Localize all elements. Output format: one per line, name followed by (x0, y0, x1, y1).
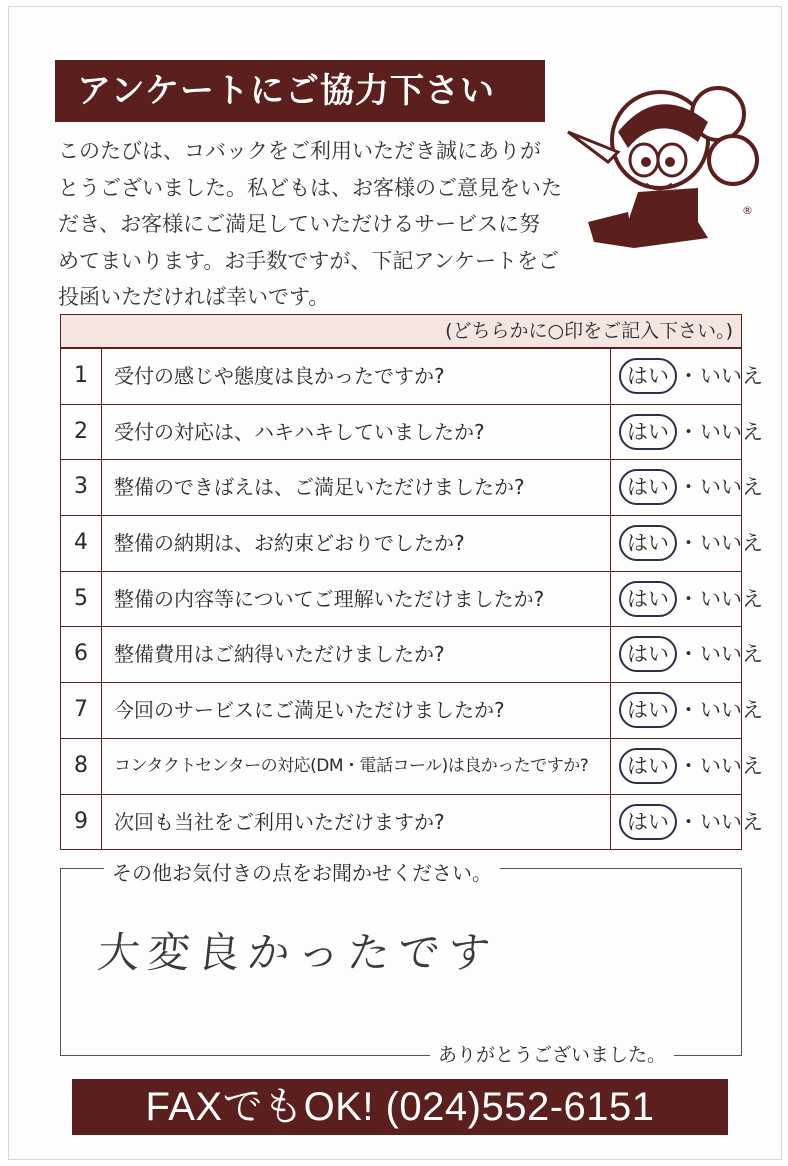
question-text: 整備の内容等についてご理解いただけましたか? (102, 572, 611, 627)
answer-choice[interactable] (611, 460, 763, 515)
answer-separator: ・ (678, 364, 699, 388)
yes-circled[interactable]: はい (619, 469, 677, 505)
survey-table (60, 314, 763, 850)
answer-separator: ・ (678, 419, 699, 444)
answer-choice[interactable] (611, 795, 763, 850)
handwritten-comment: 大変良かったです (95, 928, 501, 977)
question-number: 6 (61, 627, 102, 682)
fax-banner: FAXでもOK! (024)552-6151 (72, 1079, 728, 1135)
question-text: 整備のできばえは、ご満足いただけましたか? (102, 460, 611, 515)
survey-instruction: (どちらかに○印をご記入下さい。) (61, 315, 741, 348)
yes-circled[interactable]: はい (619, 525, 677, 561)
question-text: コンタクトセンターの対応(DM・電話コール)は良かったですか? (102, 739, 611, 794)
thank-you-note: ありがとうございました。 (430, 1043, 674, 1067)
question-number: 2 (61, 405, 102, 460)
answer-separator: ・ (678, 531, 699, 556)
no-option[interactable]: いいえ (700, 586, 763, 611)
survey-row (61, 515, 763, 571)
answer-separator: ・ (678, 809, 699, 834)
answer-separator: ・ (678, 698, 699, 723)
yes-circled[interactable]: はい (619, 748, 677, 784)
no-option[interactable]: いいえ (700, 364, 763, 388)
question-number: 8 (61, 739, 102, 794)
registered-mark: ® (742, 204, 753, 217)
no-option[interactable]: いいえ (700, 419, 763, 444)
question-text: 今回のサービスにご満足いただけましたか? (102, 683, 611, 738)
answer-choice[interactable] (611, 405, 763, 460)
survey-row (61, 738, 763, 794)
question-text: 受付の感じや態度は良かったですか? (102, 349, 611, 404)
question-text: 次回も当社をご利用いただけますか? (102, 795, 611, 850)
survey-row (61, 348, 763, 404)
answer-separator: ・ (678, 642, 699, 667)
answer-choice[interactable] (611, 627, 763, 682)
answer-separator: ・ (678, 475, 699, 500)
intro-line: このたびは、コバックをご利用いただき誠にありが (58, 139, 541, 163)
yes-circled[interactable]: はい (619, 414, 677, 450)
question-number: 7 (61, 683, 102, 738)
survey-row (61, 626, 763, 682)
question-text: 整備の納期は、お約束どおりでしたか? (102, 516, 611, 571)
yes-circled[interactable]: はい (619, 636, 677, 672)
answer-choice[interactable] (611, 349, 763, 404)
question-number: 4 (61, 516, 102, 571)
yes-circled[interactable]: はい (619, 692, 677, 728)
mascot-illustration (548, 72, 760, 252)
answer-separator: ・ (678, 753, 699, 778)
yes-circled[interactable]: はい (619, 804, 677, 840)
question-text: 整備費用はご納得いただけましたか? (102, 627, 611, 682)
question-number: 9 (61, 795, 102, 850)
intro-line: 投函いただければ幸いです。 (58, 285, 330, 309)
yes-circled[interactable]: はい (619, 358, 677, 394)
answer-choice[interactable] (611, 572, 763, 627)
no-option[interactable]: いいえ (700, 753, 763, 778)
intro-line: めてまいります。お手数ですが、下記アンケートをご (58, 248, 560, 273)
intro-line: だき、お客様にご満足していただけるサービスに努 (58, 212, 541, 236)
survey-row (61, 459, 763, 515)
question-number: 1 (61, 349, 102, 404)
intro-line: とうございました。私どもは、お客様のご意見をいた (58, 175, 562, 200)
survey-row (61, 571, 763, 627)
question-number: 5 (61, 572, 102, 627)
question-text: 受付の対応は、ハキハキしていましたか? (102, 405, 611, 460)
question-number: 3 (61, 460, 102, 515)
survey-row (61, 682, 763, 738)
intro-text (58, 133, 562, 316)
answer-choice[interactable] (611, 516, 763, 571)
survey-title: アンケートにご協力下さい (55, 60, 545, 122)
no-option[interactable]: いいえ (700, 642, 763, 667)
comment-label: その他お気付きの点をお聞かせください。 (104, 860, 500, 886)
answer-choice[interactable] (611, 683, 763, 738)
answer-choice[interactable] (611, 739, 763, 794)
yes-circled[interactable]: はい (619, 581, 677, 617)
no-option[interactable]: いいえ (700, 809, 763, 834)
no-option[interactable]: いいえ (700, 531, 763, 556)
survey-row (61, 794, 763, 850)
survey-row (61, 404, 763, 460)
no-option[interactable]: いいえ (700, 475, 763, 500)
no-option[interactable]: いいえ (700, 698, 763, 723)
answer-separator: ・ (678, 586, 699, 611)
